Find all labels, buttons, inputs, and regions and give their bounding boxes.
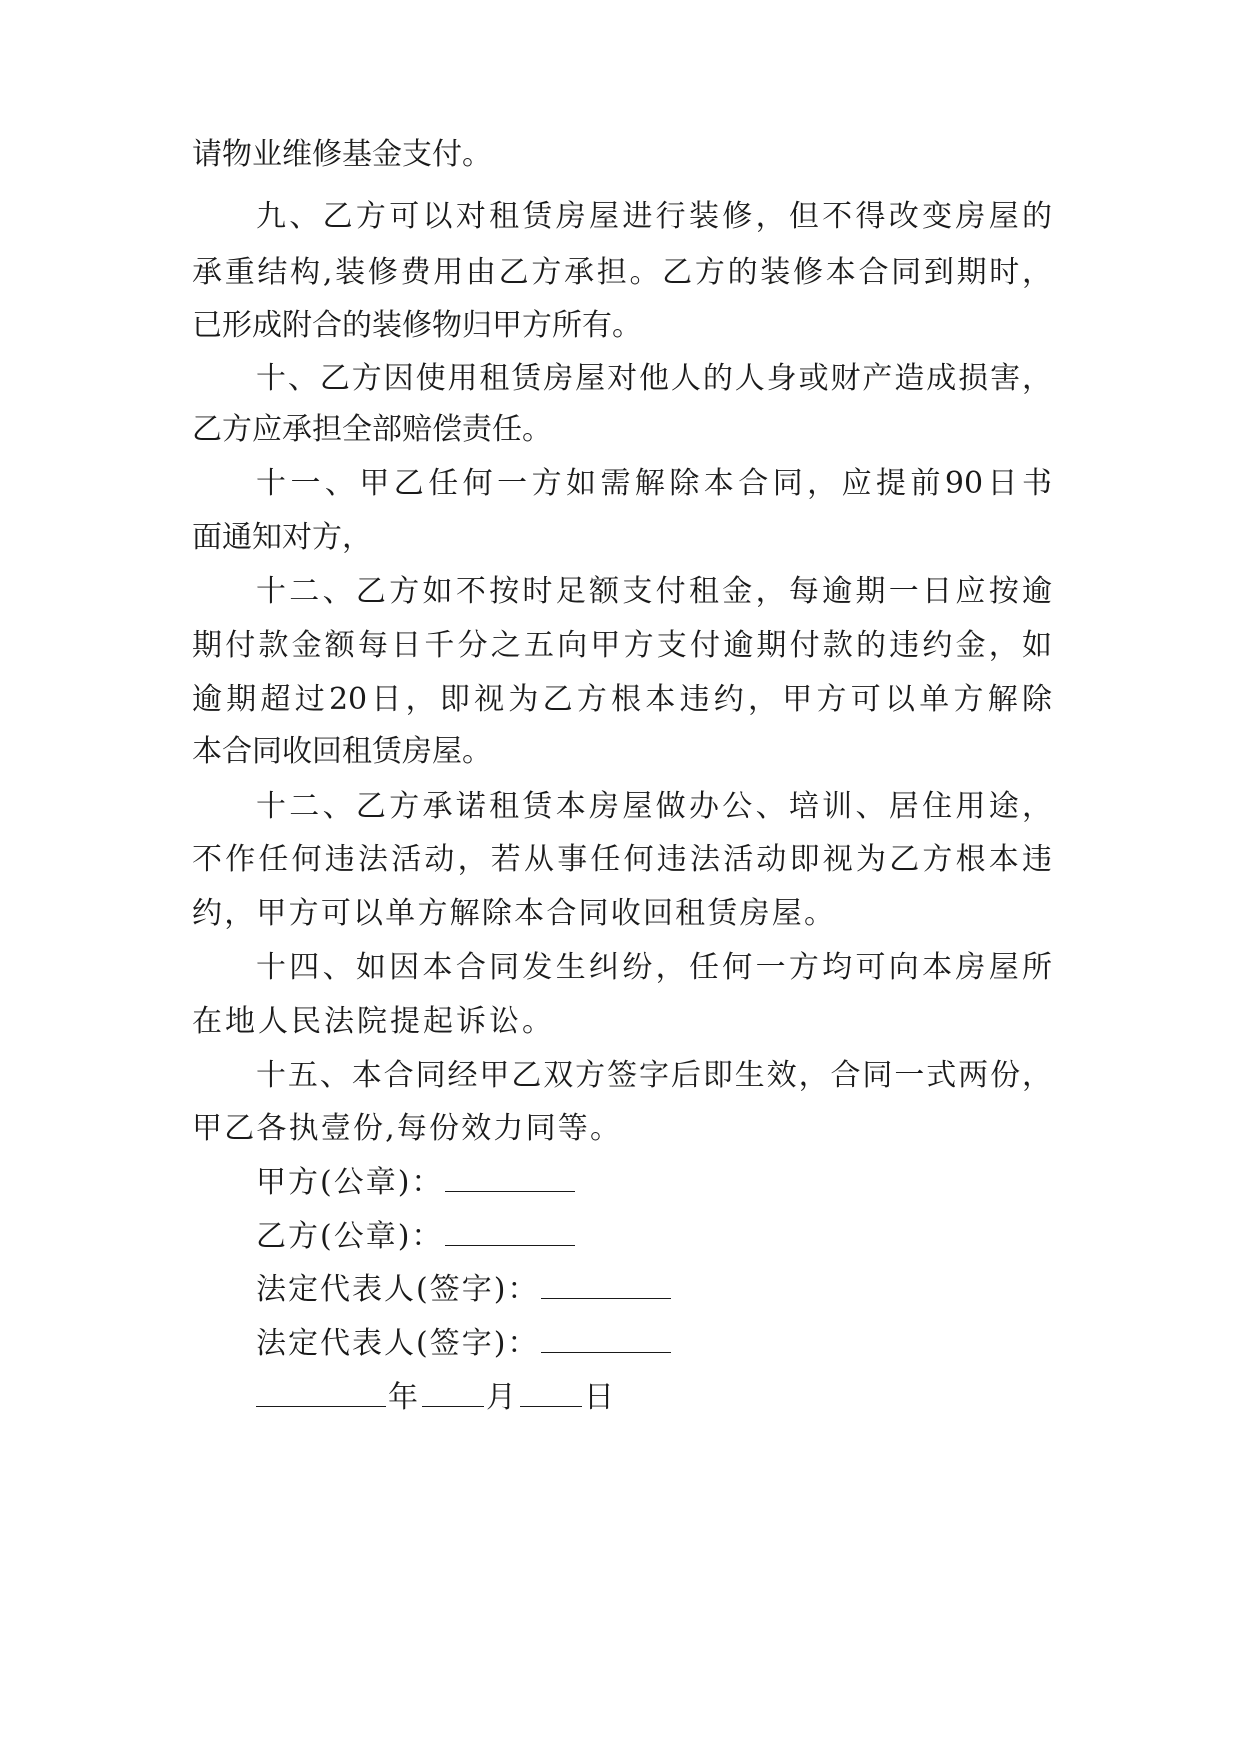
text-line-11: 逾期超过20日，即视为乙方根本违约，甲方可以单方解除 — [192, 682, 1052, 717]
date-line — [256, 1378, 1116, 1418]
signature-blank-rep-b[interactable] — [541, 1326, 671, 1353]
signature-label-party-b: 乙方(公章)： — [256, 1219, 444, 1254]
text-line-9: 十二、乙方如不按时足额支付租金，每逾期一日应按逾 — [256, 574, 1052, 609]
signature-blank-party-b[interactable] — [445, 1219, 575, 1246]
signature-party-b — [256, 1217, 1116, 1257]
signature-blank-rep-a[interactable] — [541, 1272, 671, 1299]
date-blank-year[interactable] — [256, 1380, 386, 1407]
text-line-18: 十五、本合同经甲乙双方签字后即生效，合同一式两份， — [256, 1058, 1052, 1093]
date-blank-month[interactable] — [422, 1380, 484, 1407]
text-line-7: 十一、甲乙任何一方如需解除本合同，应提前90日书 — [256, 466, 1052, 501]
text-line-4: 已形成附合的装修物归甲方所有。 — [192, 308, 642, 343]
text-line-13: 十二、乙方承诺租赁本房屋做办公、培训、居住用途， — [256, 789, 1052, 824]
text-line-14: 不作任何违法活动，若从事任何违法活动即视为乙方根本违 — [192, 842, 1052, 877]
text-line-19: 甲乙各执壹份,每份效力同等。 — [192, 1111, 620, 1146]
text-line-10: 期付款金额每日千分之五向甲方支付逾期付款的违约金，如 — [192, 628, 1052, 663]
date-label-day: 日 — [584, 1380, 616, 1415]
signature-rep-b — [256, 1324, 1116, 1364]
text-line-5: 十、乙方因使用租赁房屋对他人的人身或财产造成损害， — [256, 361, 1052, 396]
text-line-12: 本合同收回租赁房屋。 — [192, 734, 492, 769]
date-label-year: 年 — [388, 1380, 420, 1415]
text-line-15: 约，甲方可以单方解除本合同收回租赁房屋。 — [192, 896, 834, 931]
signature-label-rep-a: 法定代表人(签字)： — [256, 1272, 540, 1307]
signature-label-party-a: 甲方(公章)： — [256, 1165, 444, 1200]
text-line-1: 请物业维修基金支付。 — [192, 137, 492, 172]
text-line-2: 九、乙方可以对租赁房屋进行装修，但不得改变房屋的 — [256, 199, 1052, 234]
text-line-17: 在地人民法院提起诉讼。 — [192, 1004, 552, 1039]
signature-rep-a — [256, 1270, 1116, 1310]
text-line-8: 面通知对方， — [192, 520, 372, 555]
date-blank-day[interactable] — [520, 1380, 582, 1407]
signature-party-a — [256, 1163, 1116, 1203]
text-line-6: 乙方应承担全部赔偿责任。 — [192, 412, 552, 447]
signature-blank-party-a[interactable] — [445, 1165, 575, 1192]
text-line-3: 承重结构,装修费用由乙方承担。乙方的装修本合同到期时， — [192, 255, 1052, 290]
text-line-16: 十四、如因本合同发生纠纷，任何一方均可向本房屋所 — [256, 950, 1052, 985]
date-label-month: 月 — [486, 1380, 518, 1415]
signature-label-rep-b: 法定代表人(签字)： — [256, 1326, 540, 1361]
